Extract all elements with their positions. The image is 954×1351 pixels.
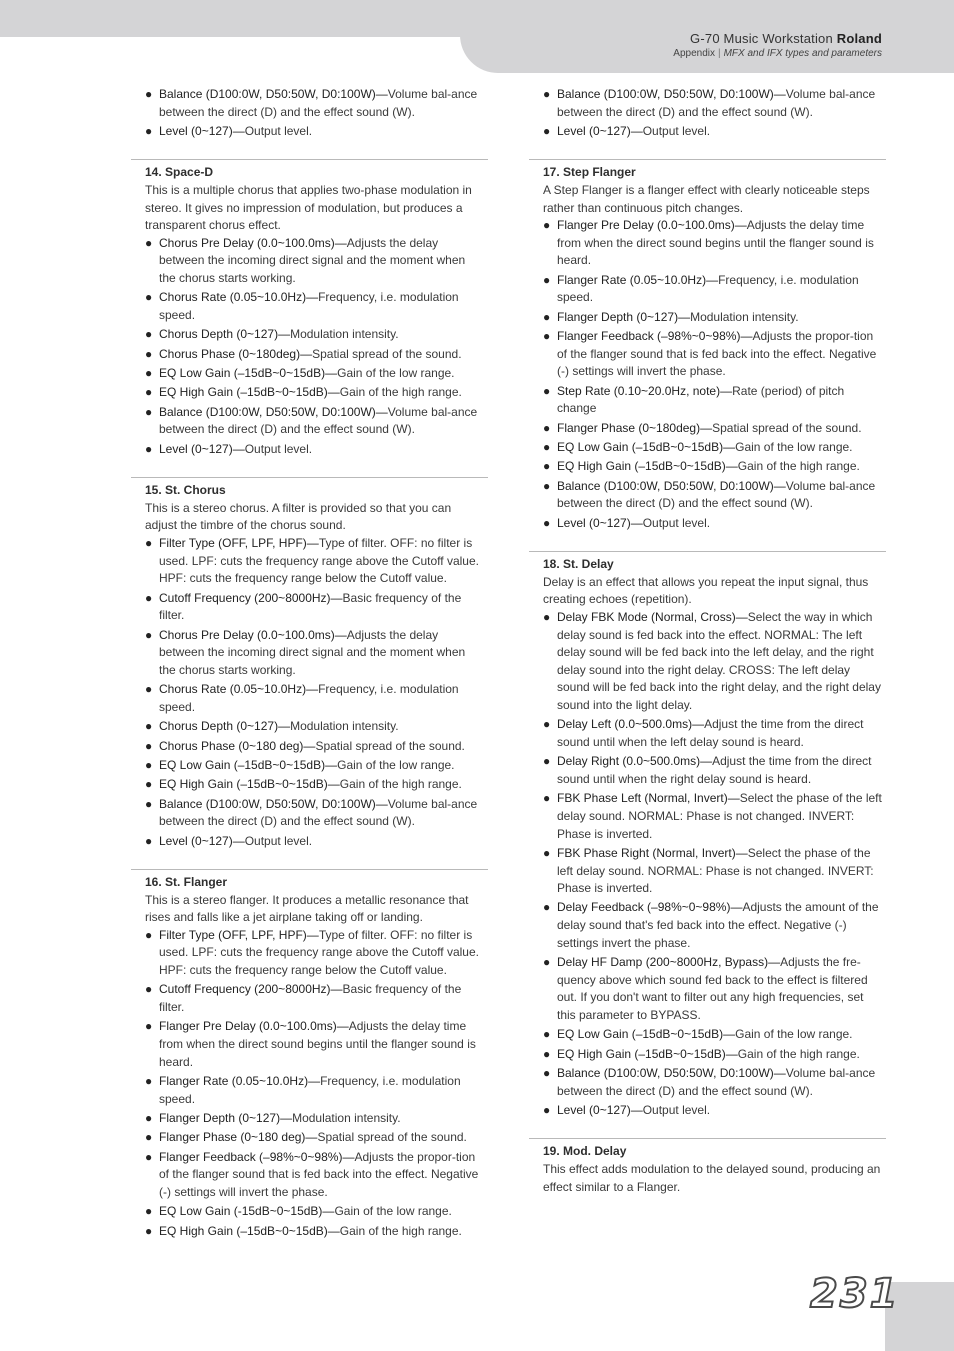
param-item (543, 1065, 883, 1100)
bullet-icon: ● (145, 590, 153, 605)
param-name: Chorus Rate (0.05~10.0Hz)— (159, 290, 319, 305)
param-name: Balance (D100:0W, D50:50W, D0:100W)— (557, 87, 786, 101)
section-divider (529, 551, 886, 552)
param-description: Modulation intensity. (690, 309, 799, 324)
section-divider (131, 477, 488, 478)
param-description: Output level. (642, 123, 711, 138)
param-item (145, 718, 485, 736)
section-intro: This effect adds modulation to the delayed sound, producing an effect similar to a Flanger. (543, 1161, 881, 1194)
param-item (145, 1149, 485, 1202)
param-item (145, 235, 485, 288)
param-name: EQ Low Gain (–15dB~0~15dB)— (557, 1027, 736, 1042)
param-description: Gain of the high range. (339, 385, 462, 400)
param-description: Frequency, i.e. modulation speed. (159, 682, 459, 714)
param-description: Gain of the high range. (339, 777, 462, 792)
param-name: Delay FBK Mode (Normal, Cross)— (557, 610, 748, 624)
param-description: Output level. (642, 1103, 711, 1117)
param-item (543, 309, 883, 327)
param-item (543, 845, 883, 898)
param-item (543, 753, 883, 788)
param-description: Select the phase of the left delay sound. NORMAL: Phase is not changed. INVERT: Phase is inverted. (557, 845, 874, 896)
param-item (543, 86, 883, 121)
bullet-icon: ● (543, 1066, 551, 1081)
bullet-icon: ● (543, 754, 551, 769)
bullet-icon: ● (543, 272, 551, 287)
bullet-icon: ● (145, 1130, 153, 1145)
param-name: EQ Low Gain (–15dB~0~15dB)— (159, 366, 338, 381)
param-name: Chorus Rate (0.05~10.0Hz)— (159, 682, 319, 697)
param-description: Frequency, i.e. modulation speed. (159, 1074, 461, 1106)
bullet-icon: ● (145, 1019, 153, 1034)
param-description: Select the phase of the left delay sound. NORMAL: Phase is not changed. INVERT: Phase is inverted. (557, 791, 882, 841)
param-item (145, 927, 485, 980)
section-title: 19. Mod. Delay (543, 1144, 627, 1159)
param-description: Gain of the high range. (339, 1223, 462, 1238)
param-description: Modulation intensity. (290, 719, 399, 734)
param-description: Gain of the low range. (337, 366, 455, 381)
bullet-icon: ● (145, 738, 153, 753)
param-description: Adjusts the amount of the delay sound that's fed back into the effect. Negative (-) settings invert the phase. (557, 900, 879, 950)
param-description: Frequency, i.e. modulation speed. (557, 272, 859, 305)
param-name: Level (0~127)— (557, 515, 643, 530)
param-name: Cutoff Frequency (200~8000Hz)— (159, 590, 343, 605)
bullet-icon: ● (543, 1027, 551, 1042)
param-item (543, 383, 883, 418)
param-item (543, 1026, 883, 1044)
bullet-icon: ● (145, 927, 153, 942)
bullet-icon: ● (543, 1046, 551, 1061)
param-name: EQ Low Gain (–15dB~0~15dB)— (557, 440, 736, 455)
param-description: Volume bal-ance between the direct (D) and the effect sound (W). (159, 796, 478, 829)
param-item (145, 289, 485, 324)
param-description: Gain of the high range. (737, 1046, 860, 1061)
param-item (543, 954, 883, 1024)
param-description: Gain of the low range. (735, 440, 853, 455)
param-description: Adjust the time from the direct sound until when the right delay sound is heard. (557, 754, 872, 786)
param-name: Flanger Feedback (–98%~0~98%)— (557, 329, 753, 344)
param-description: Gain of the high range. (737, 459, 860, 474)
bullet-icon: ● (145, 719, 153, 734)
param-item (145, 326, 485, 344)
bullet-icon: ● (145, 123, 153, 138)
section-gap (145, 142, 485, 159)
param-name: Delay Left (0.0~500.0ms)— (557, 717, 705, 732)
param-name: Flanger Feedback (–98%~0~98%)— (159, 1149, 355, 1164)
section-divider (529, 1138, 886, 1139)
bullet-icon: ● (145, 1111, 153, 1125)
section-gap (543, 1121, 883, 1138)
param-item (145, 1203, 485, 1221)
param-name: Filter Type (OFF, LPF, HPF)— (159, 536, 319, 551)
param-item (543, 272, 883, 307)
bullet-icon: ● (543, 955, 551, 970)
bullet-icon: ● (145, 346, 153, 361)
param-name: Balance (D100:0W, D50:50W, D0:100W)— (159, 87, 388, 101)
bullet-icon: ● (543, 123, 551, 138)
bullet-icon: ● (145, 1074, 153, 1089)
section-title: 15. St. Chorus (145, 483, 226, 498)
param-description: Frequency, i.e. modulation speed. (159, 290, 459, 322)
bullet-icon: ● (543, 87, 551, 101)
param-item (145, 441, 485, 459)
param-item (543, 123, 883, 141)
param-name: EQ High Gain (–15dB~0~15dB)— (159, 1223, 340, 1238)
param-name: Delay HF Damp (200~8000Hz, Bypass)— (557, 955, 781, 970)
bullet-icon: ● (145, 682, 153, 697)
bullet-icon: ● (543, 309, 551, 324)
bullet-icon: ● (543, 420, 551, 435)
bullet-icon: ● (543, 329, 551, 344)
param-description: Spatial spread of the sound. (317, 1130, 467, 1145)
param-name: Chorus Pre Delay (0.0~100.0ms)— (159, 235, 347, 250)
bullet-icon: ● (145, 796, 153, 811)
bullet-icon: ● (145, 1223, 153, 1238)
param-description: Adjusts the delay time from when the direct sound begins until the flanger sound is heard. (159, 1019, 476, 1069)
bullet-icon: ● (145, 1204, 153, 1219)
param-name: Flanger Phase (0~180 deg)— (159, 1130, 318, 1145)
param-name: EQ Low Gain (–15dB~0~15dB)— (159, 757, 338, 772)
param-item (543, 790, 883, 843)
right-column (543, 86, 883, 1196)
param-name: Flanger Rate (0.05~10.0Hz)— (557, 272, 719, 287)
param-description: Output level. (244, 123, 313, 138)
bullet-icon: ● (543, 218, 551, 233)
header-breadcrumb: Appendix | MFX and IFX types and parameters (673, 48, 882, 59)
param-name: Balance (D100:0W, D50:50W, D0:100W)— (557, 1066, 786, 1081)
param-description: Basic frequency of the filter. (159, 982, 462, 1015)
bullet-icon: ● (145, 777, 153, 792)
param-item (145, 627, 485, 680)
param-description: Type of filter. OFF: no filter is used. LPF: cuts the frequency range above the Cutoff value. HPF: cuts the frequency range below the Cutoff value. (159, 927, 479, 978)
section-divider (131, 869, 488, 870)
param-item (543, 1046, 883, 1064)
section-intro: This is a stereo chorus. A filter is provided so that you can adjust the timbre of the chorus sound. (145, 500, 452, 533)
param-description: Adjusts the delay time from when the direct sound begins until the flanger sound is heard. (557, 218, 874, 268)
param-description: Output level. (244, 441, 313, 456)
param-item (145, 123, 485, 141)
header-title (690, 31, 882, 46)
param-item (145, 1110, 485, 1128)
param-name: Level (0~127)— (159, 441, 245, 456)
param-item (543, 1102, 883, 1120)
bullet-icon: ● (543, 791, 551, 806)
param-description: Adjust the time from the direct sound until when the left delay sound is heard. (557, 717, 864, 749)
bullet-icon: ● (145, 536, 153, 551)
param-item (543, 716, 883, 751)
param-name: EQ High Gain (–15dB~0~15dB)— (159, 777, 340, 792)
section-intro: This is a multiple chorus that applies two-phase modulation in stereo. It gives no impression of modulation, but produces a transparent chorus effect. (145, 182, 472, 233)
param-description: Rate (period) of pitch change (557, 383, 845, 416)
param-name: Chorus Depth (0~127)— (159, 327, 291, 342)
param-name: Level (0~127)— (557, 1103, 643, 1117)
bullet-icon: ● (145, 627, 153, 642)
param-description: Gain of the low range. (735, 1027, 853, 1042)
bullet-icon: ● (145, 366, 153, 381)
section-gap (145, 852, 485, 869)
param-description: Spatial spread of the sound. (312, 346, 462, 361)
bullet-icon: ● (145, 87, 153, 101)
section-divider (131, 159, 488, 160)
param-item (543, 439, 883, 457)
param-item (145, 1223, 485, 1241)
param-description: Volume bal-ance between the direct (D) and the effect sound (W). (557, 478, 876, 511)
param-name: Step Rate (0.10~20.0Hz, note)— (557, 383, 733, 398)
param-item (145, 365, 485, 383)
page-number: 231 (810, 1271, 900, 1317)
param-description: Output level. (642, 515, 711, 530)
param-item (543, 420, 883, 438)
param-name: Filter Type (OFF, LPF, HPF)— (159, 927, 319, 942)
bullet-icon: ● (543, 845, 551, 860)
param-name: Flanger Pre Delay (0.0~100.0ms)— (557, 218, 747, 233)
section-intro: This is a stereo flanger. It produces a metallic resonance that rises and falls like a jet airplane taking off or landing. (145, 892, 469, 925)
bullet-icon: ● (145, 385, 153, 400)
bullet-icon: ● (145, 441, 153, 456)
section-title: 18. St. Delay (543, 557, 614, 572)
section-intro: A Step Flanger is a flanger effect with clearly noticeable steps rather than continuous pitch changes. (543, 182, 870, 215)
param-description: Spatial spread of the sound. (315, 738, 465, 753)
param-description: Gain of the low range. (334, 1204, 452, 1219)
param-description: Adjusts the delay between the incoming direct signal and the moment when the chorus starts working. (159, 235, 466, 285)
param-description: Spatial spread of the sound. (712, 420, 862, 435)
bullet-icon: ● (145, 235, 153, 250)
param-item (145, 776, 485, 794)
param-name: Balance (D100:0W, D50:50W, D0:100W)— (557, 478, 786, 493)
param-item (145, 1018, 485, 1071)
bullet-icon: ● (543, 383, 551, 398)
param-description: Volume bal-ance between the direct (D) and the effect sound (W). (159, 404, 478, 437)
param-name: Chorus Phase (0~180deg)— (159, 346, 313, 361)
param-description: Gain of the low range. (337, 757, 455, 772)
param-item (145, 757, 485, 775)
param-description: Adjusts the delay between the incoming direct signal and the moment when the chorus starts working. (159, 627, 466, 677)
param-name: Level (0~127)— (159, 123, 245, 138)
brand-logo: Roland (836, 31, 882, 46)
bullet-icon: ● (543, 515, 551, 530)
param-name: EQ High Gain (–15dB~0~15dB)— (159, 385, 340, 400)
param-name: Flanger Depth (0~127)— (159, 1111, 293, 1125)
bullet-icon: ● (145, 833, 153, 848)
param-name: Level (0~127)— (159, 833, 245, 848)
param-item (543, 478, 883, 513)
breadcrumb-subsection: MFX and IFX types and parameters (723, 48, 882, 59)
bullet-icon: ● (543, 1103, 551, 1117)
param-name: Chorus Depth (0~127)— (159, 719, 291, 734)
bullet-icon: ● (543, 900, 551, 915)
param-description: Adjusts the propor-tion of the flanger sound that is fed back into the effect. Negative (-) settings will invert the phase. (557, 329, 877, 379)
section-title: 14. Space-D (145, 165, 214, 180)
param-name: Flanger Rate (0.05~10.0Hz)— (159, 1074, 321, 1089)
section-title: 16. St. Flanger (145, 875, 228, 890)
bullet-icon: ● (145, 327, 153, 342)
param-description: Basic frequency of the filter. (159, 590, 462, 623)
bullet-icon: ● (543, 717, 551, 732)
breadcrumb-section: Appendix (673, 48, 715, 59)
bullet-icon: ● (145, 290, 153, 305)
param-name: Chorus Pre Delay (0.0~100.0ms)— (159, 627, 347, 642)
bullet-icon: ● (145, 404, 153, 419)
param-item (145, 346, 485, 364)
param-description: Modulation intensity. (292, 1111, 401, 1125)
param-description: Adjusts the fre-quency above which sound fed back to the effect is filtered out. If you don't want to filter out any high frequencies, set this parameter to BYPASS. (557, 955, 868, 1022)
param-name: Level (0~127)— (557, 123, 643, 138)
param-description: Adjusts the propor-tion of the flanger sound that is fed back into the effect. Negative (-) settings will invert the phase. (159, 1149, 479, 1199)
section-gap (543, 534, 883, 551)
param-name: FBK Phase Right (Normal, Invert)— (557, 845, 748, 860)
param-name: Delay Feedback (–98%~0~98%)— (557, 900, 743, 915)
param-item (145, 1073, 485, 1108)
section-divider (529, 159, 886, 160)
param-item (543, 458, 883, 476)
param-item (145, 681, 485, 716)
param-item (543, 609, 883, 715)
section-title: 17. Step Flanger (543, 165, 636, 180)
param-item (543, 217, 883, 270)
param-item (145, 384, 485, 402)
model-name: G-70 Music Workstation (690, 31, 833, 46)
param-item (145, 404, 485, 439)
param-item (543, 899, 883, 952)
param-name: Flanger Depth (0~127)— (557, 309, 691, 324)
param-description: Type of filter. OFF: no filter is used. LPF: cuts the frequency range above the Cutoff value. HPF: cuts the frequency range below the Cutoff value. (159, 536, 479, 586)
left-column (145, 86, 485, 1242)
param-name: FBK Phase Left (Normal, Invert)— (557, 791, 740, 806)
param-name: Flanger Phase (0~180deg)— (557, 420, 713, 435)
param-description: Volume bal-ance between the direct (D) and the effect sound (W). (557, 1066, 876, 1098)
param-description: Select the way in which delay sound is fed back into the effect. NORMAL: The left delay sound will be fed back into the left delay, and the right delay sound into the right delay. CROSS: The left delay sound will be fed back into the right delay, and the right delay sound into the light delay. (557, 610, 881, 712)
section-gap (543, 142, 883, 159)
param-name: Balance (D100:0W, D50:50W, D0:100W)— (159, 796, 388, 811)
param-name: EQ High Gain (–15dB~0~15dB)— (557, 459, 738, 474)
bullet-icon: ● (543, 440, 551, 455)
param-name: EQ High Gain (–15dB~0~15dB)— (557, 1046, 738, 1061)
param-item (145, 833, 485, 851)
param-item (145, 590, 485, 625)
param-item (145, 535, 485, 588)
param-item (145, 1129, 485, 1147)
param-name: Chorus Phase (0~180 deg)— (159, 738, 316, 753)
param-description: Modulation intensity. (290, 327, 399, 342)
param-name: Flanger Pre Delay (0.0~100.0ms)— (159, 1019, 349, 1034)
bullet-icon: ● (145, 982, 153, 997)
bullet-icon: ● (543, 459, 551, 474)
param-name: EQ Low Gain (-15dB~0~15dB)— (159, 1204, 335, 1219)
bullet-icon: ● (145, 757, 153, 772)
param-name: Cutoff Frequency (200~8000Hz)— (159, 982, 343, 997)
param-item (543, 328, 883, 381)
section-intro: Delay is an effect that allows you repeat the input signal, thus creating echoes (repetition). (543, 574, 869, 607)
param-name: Balance (D100:0W, D50:50W, D0:100W)— (159, 404, 388, 419)
param-description: Volume bal-ance between the direct (D) and the effect sound (W). (159, 87, 478, 119)
param-description: Volume bal-ance between the direct (D) and the effect sound (W). (557, 87, 876, 119)
param-item (145, 86, 485, 121)
bullet-icon: ● (543, 478, 551, 493)
bullet-icon: ● (543, 610, 551, 624)
param-description: Output level. (244, 833, 313, 848)
section-gap (145, 460, 485, 477)
param-item (145, 738, 485, 756)
param-item (145, 796, 485, 831)
param-item (145, 981, 485, 1016)
bullet-icon: ● (145, 1149, 153, 1164)
param-item (543, 515, 883, 533)
param-name: Delay Right (0.0~500.0ms)— (557, 754, 713, 769)
